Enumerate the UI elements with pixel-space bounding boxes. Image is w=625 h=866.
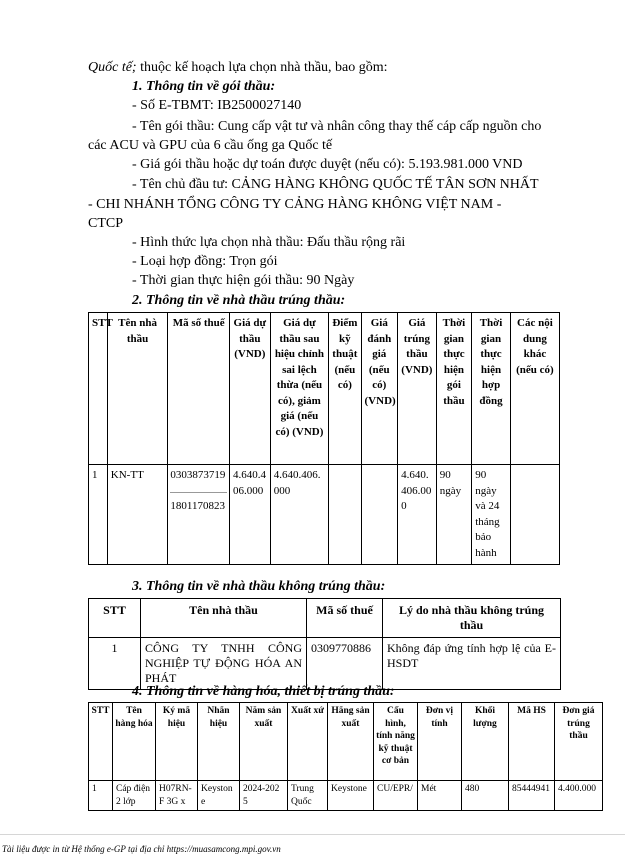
table-row	[89, 465, 560, 565]
col-stt: STT	[89, 313, 108, 465]
footer-note: Tài liệu được in từ Hệ thống e-GP tại địa chỉ https://muasamcong.mpi.gov.vn	[2, 844, 281, 854]
cell-qty: 480	[462, 781, 509, 811]
cell-win-price: 4.640.406.000	[398, 465, 437, 565]
table-row	[89, 781, 603, 811]
cell-unit: Mét	[418, 781, 462, 811]
table-header-row	[89, 599, 561, 638]
section3-heading: 3. Thông tin về nhà thầu không trúng thầu:	[132, 579, 386, 594]
col-bid-price: Giá dự thầu (VND)	[229, 313, 270, 465]
cell-adjusted-price: 4.640.406.000	[270, 465, 328, 565]
cell-brand: Keystone	[198, 781, 240, 811]
col-bidder-name: Tên nhà thầu	[141, 599, 307, 638]
col-tech-score: Điểm kỹ thuật (nếu có)	[329, 313, 361, 465]
cell-manufacturer: Keystone	[328, 781, 374, 811]
cell-stt: 1	[89, 781, 113, 811]
cell-year: 2024-2025	[240, 781, 288, 811]
col-hs: Mã HS	[509, 703, 555, 781]
col-manufacturer: Hãng sản xuất	[328, 703, 374, 781]
footer-divider	[0, 834, 625, 835]
col-code: Ký mã hiệu	[156, 703, 198, 781]
winning-bidder-table	[88, 312, 560, 565]
section2-heading: 2. Thông tin về nhà thầu trúng thầu:	[132, 293, 346, 308]
section1-heading: 1. Thông tin về gói thầu:	[132, 79, 276, 94]
investor-line2: - CHI NHÁNH TỔNG CÔNG TY CẢNG HÀNG KHÔNG VIỆT NAM -	[88, 197, 502, 212]
cell-stt: 1	[89, 638, 141, 690]
cell-unit-price: 4.400.000	[555, 781, 603, 811]
cell-goods-name: Cáp điện 2 lớp	[113, 781, 156, 811]
col-tax-code: Mã số thuế	[307, 599, 383, 638]
cell-package-time: 90 ngày	[436, 465, 472, 565]
investor-line3: CTCP	[88, 216, 124, 231]
cell-bid-price: 4.640.406.000	[229, 465, 270, 565]
cell-tax-code: 0309770886	[307, 638, 383, 690]
col-unit-price: Đơn giá trúng thầu	[555, 703, 603, 781]
investor-line1: - Tên chủ đầu tư: CẢNG HÀNG KHÔNG QUỐC TẾ TÂN SƠN NHẤT	[132, 177, 539, 192]
col-tax-code: Mã số thuế	[168, 313, 230, 465]
package-name-line1: - Tên gói thầu: Cung cấp vật tư và nhân công thay thế cáp cấp nguồn cho	[132, 119, 542, 134]
col-goods-name: Tên hàng hóa	[113, 703, 156, 781]
cell-bidder-name: KN-TT	[107, 465, 168, 565]
cell-hs: 85444941	[509, 781, 555, 811]
cell-eval-price	[361, 465, 398, 565]
losing-bidder-table	[88, 598, 561, 690]
tax-code-1: 0303873719	[170, 468, 227, 493]
cell-code: H07RN-F 3G x	[156, 781, 198, 811]
package-price: - Giá gói thầu hoặc dự toán được duyệt (nếu có): 5.193.981.000 VND	[132, 157, 523, 172]
etbmt-number: - Số E-TBMT: IB2500027140	[132, 98, 302, 113]
intro-line	[88, 59, 388, 76]
tax-code-2: 1801170823	[170, 499, 225, 512]
col-stt: STT	[89, 703, 113, 781]
selection-form: - Hình thức lựa chọn nhà thầu: Đấu thầu rộng rãi	[132, 235, 406, 250]
col-win-price: Giá trúng thầu (VND)	[398, 313, 437, 465]
col-bidder-name: Tên nhà thầu	[107, 313, 168, 465]
cell-origin: Trung Quốc	[288, 781, 328, 811]
cell-tax-code	[168, 465, 230, 565]
col-eval-price: Giá đánh giá (nếu có) (VND)	[361, 313, 398, 465]
col-qty: Khối lượng	[462, 703, 509, 781]
cell-bidder-name: CÔNG TY TNHH CÔNG NGHIỆP TỰ ĐỘNG HÓA AN PHÁT	[141, 638, 307, 690]
table-row	[89, 638, 561, 690]
package-duration: - Thời gian thực hiện gói thầu: 90 Ngày	[132, 273, 355, 288]
col-other: Các nội dung khác (nếu có)	[510, 313, 559, 465]
col-reason: Lý do nhà thầu không trúng thầu	[383, 599, 561, 638]
cell-tech-score	[329, 465, 361, 565]
cell-contract-time: 90 ngày và 24 tháng bảo hành	[472, 465, 511, 565]
col-year: Năm sản xuất	[240, 703, 288, 781]
cell-spec: CU/EPR/	[374, 781, 418, 811]
col-adjusted-price: Giá dự thầu sau hiệu chỉnh sai lệch thừa (nếu có), giảm giá (nếu có) (VND)	[270, 313, 328, 465]
col-stt: STT	[89, 599, 141, 638]
cell-other	[510, 465, 559, 565]
table-header-row	[89, 313, 560, 465]
intro-rest: thuộc kế hoạch lựa chọn nhà thầu, bao gồm:	[136, 60, 388, 75]
col-spec: Cấu hình, tính năng kỹ thuật cơ bản	[374, 703, 418, 781]
col-contract-time: Thời gian thực hiện hợp đồng	[472, 313, 511, 465]
cell-reason: Không đáp ứng tính hợp lệ của E-HSDT	[383, 638, 561, 690]
contract-type: - Loại hợp đồng: Trọn gói	[132, 254, 278, 269]
goods-table	[88, 702, 603, 811]
cell-stt: 1	[89, 465, 108, 565]
intro-prefix: Quốc tế;	[88, 60, 137, 75]
col-unit: Đơn vị tính	[418, 703, 462, 781]
col-origin: Xuất xứ	[288, 703, 328, 781]
package-name-line2: các ACU và GPU của 6 cầu ống ga Quốc tế	[88, 138, 333, 153]
section4-heading: 4. Thông tin về hàng hóa, thiết bị trúng thầu:	[132, 684, 395, 699]
table-header-row	[89, 703, 603, 781]
col-package-time: Thời gian thực hiện gói thầu	[436, 313, 472, 465]
col-brand: Nhãn hiệu	[198, 703, 240, 781]
